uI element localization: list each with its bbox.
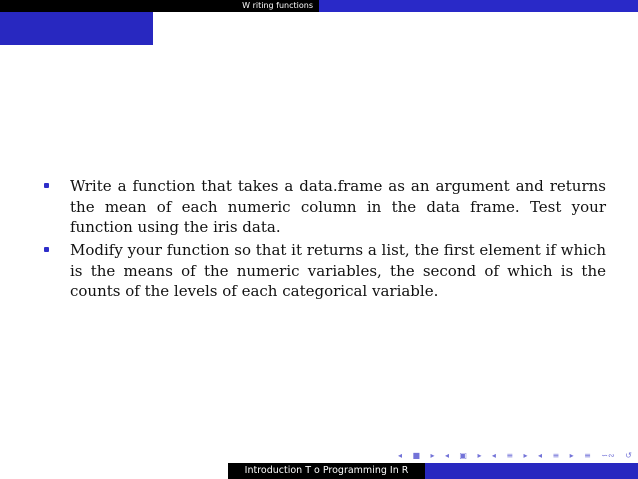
prev-section-icon[interactable]: ◂: [491, 451, 496, 460]
list-item: [70, 240, 606, 302]
appendix-icon[interactable]: ≡: [584, 451, 591, 460]
presentation-title: Introduction T o Programming In R: [228, 463, 425, 479]
footer-bar: [0, 463, 638, 479]
list-item-text: Modify your function so that it returns a list, the first element if which is the means of the numeric variables, the second of which is the counts of the levels of each categorical variable.: [70, 241, 606, 300]
section-icon[interactable]: ≡: [506, 451, 514, 460]
bullet-icon: [44, 183, 49, 188]
subsection-icon[interactable]: ▣: [459, 451, 467, 460]
prev-subsection-icon[interactable]: ◂: [444, 451, 449, 460]
next-doc-icon[interactable]: ▸: [569, 451, 574, 460]
next-subsection-icon[interactable]: ▸: [477, 451, 482, 460]
footer-right-band: [425, 463, 638, 479]
frame-title: W riting functions: [242, 1, 313, 10]
navigation-bar: [398, 450, 632, 462]
list-item-text: Write a function that takes a data.frame as an argument and returns the mean of each numeric column in the data frame. Test your function using the iris data.: [70, 177, 606, 236]
next-section-icon[interactable]: ▸: [523, 451, 528, 460]
list-item: [70, 176, 606, 238]
prev-frame-icon[interactable]: ◂: [398, 451, 403, 460]
search-icon[interactable]: ∽∾: [601, 451, 615, 460]
frame-icon[interactable]: ■: [412, 451, 421, 460]
document-icon[interactable]: ≡: [552, 451, 560, 460]
zoom-icon[interactable]: ↺: [625, 451, 632, 460]
prev-doc-icon[interactable]: ◂: [538, 451, 543, 460]
bullet-icon: [44, 247, 49, 252]
footer-left-band: [0, 463, 228, 479]
next-frame-icon[interactable]: ▸: [430, 451, 435, 460]
